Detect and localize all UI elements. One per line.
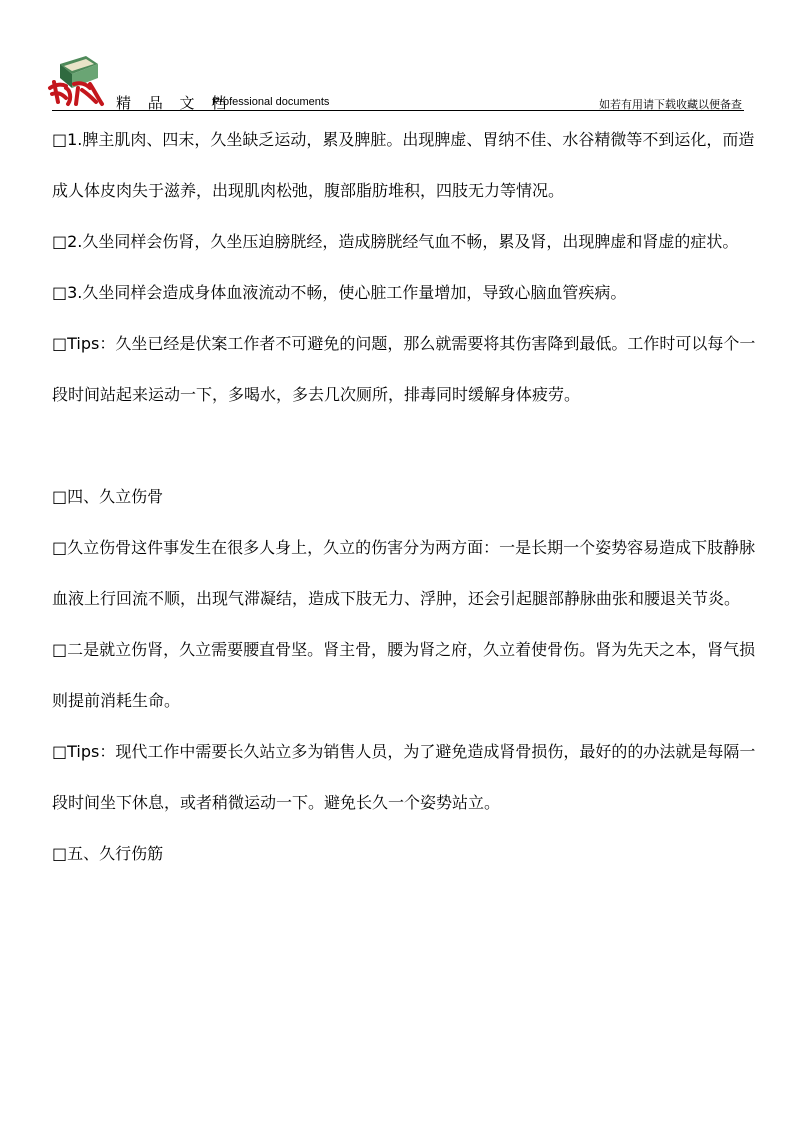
paragraph-tips-standing: □Tips：现代工作中需要长久站立多为销售人员，为了避免造成肾骨损伤，最好的的办法就是每隔一段时间坐下休息，或者稍微运动一下。避免长久一个姿势站立。 <box>52 742 756 812</box>
page-header <box>0 0 794 112</box>
section-heading-standing: □四、久立伤骨 <box>52 487 164 506</box>
paragraph-tips-sitting: □Tips：久坐已经是伏案工作者不可避免的问题，那么就需要将其伤害降到最低。工作时可以每个一段时间站起来运动一下，多喝水，多去几次厕所，排毒同时缓解身体疲劳。 <box>52 334 756 404</box>
header-divider <box>52 110 744 111</box>
header-subtitle: Professional documents <box>212 96 330 108</box>
document-body <box>52 114 768 879</box>
paragraph-standing-1: □久立伤骨这件事发生在很多人身上，久立的伤害分为两方面：一是长期一个姿势容易造成下肢静脉血液上行回流不顺，出现气滞凝结，造成下肢无力、浮肿，还会引起腿部静脉曲张和腰退关节炎。 <box>52 538 756 608</box>
book-logo-icon <box>46 54 106 108</box>
section-heading-walking: □五、久行伤筋 <box>52 844 164 863</box>
blank-line <box>52 420 768 471</box>
paragraph-spleen: □1.脾主肌肉、四末，久坐缺乏运动，累及脾脏。出现脾虚、胃纳不佳、水谷精微等不到运化，而造成人体皮肉失于滋养，出现肌肉松弛，腹部脂肪堆积，四肢无力等情况。 <box>52 130 755 200</box>
header-download-note: 如若有用请下载收藏以便备查 <box>599 98 742 111</box>
header-title: 精 品 文 档 <box>116 94 233 112</box>
paragraph-blood: □3.久坐同样会造成身体血液流动不畅，使心脏工作量增加，导致心脑血管疾病。 <box>52 283 627 302</box>
paragraph-standing-2: □二是就立伤肾，久立需要腰直骨坚。肾主骨，腰为肾之府，久立着使骨伤。肾为先天之本，肾气损则提前消耗生命。 <box>52 640 756 710</box>
paragraph-kidney: □2.久坐同样会伤肾，久坐压迫膀胱经，造成膀胱经气血不畅，累及肾，出现脾虚和肾虚的症状。 <box>52 232 739 251</box>
